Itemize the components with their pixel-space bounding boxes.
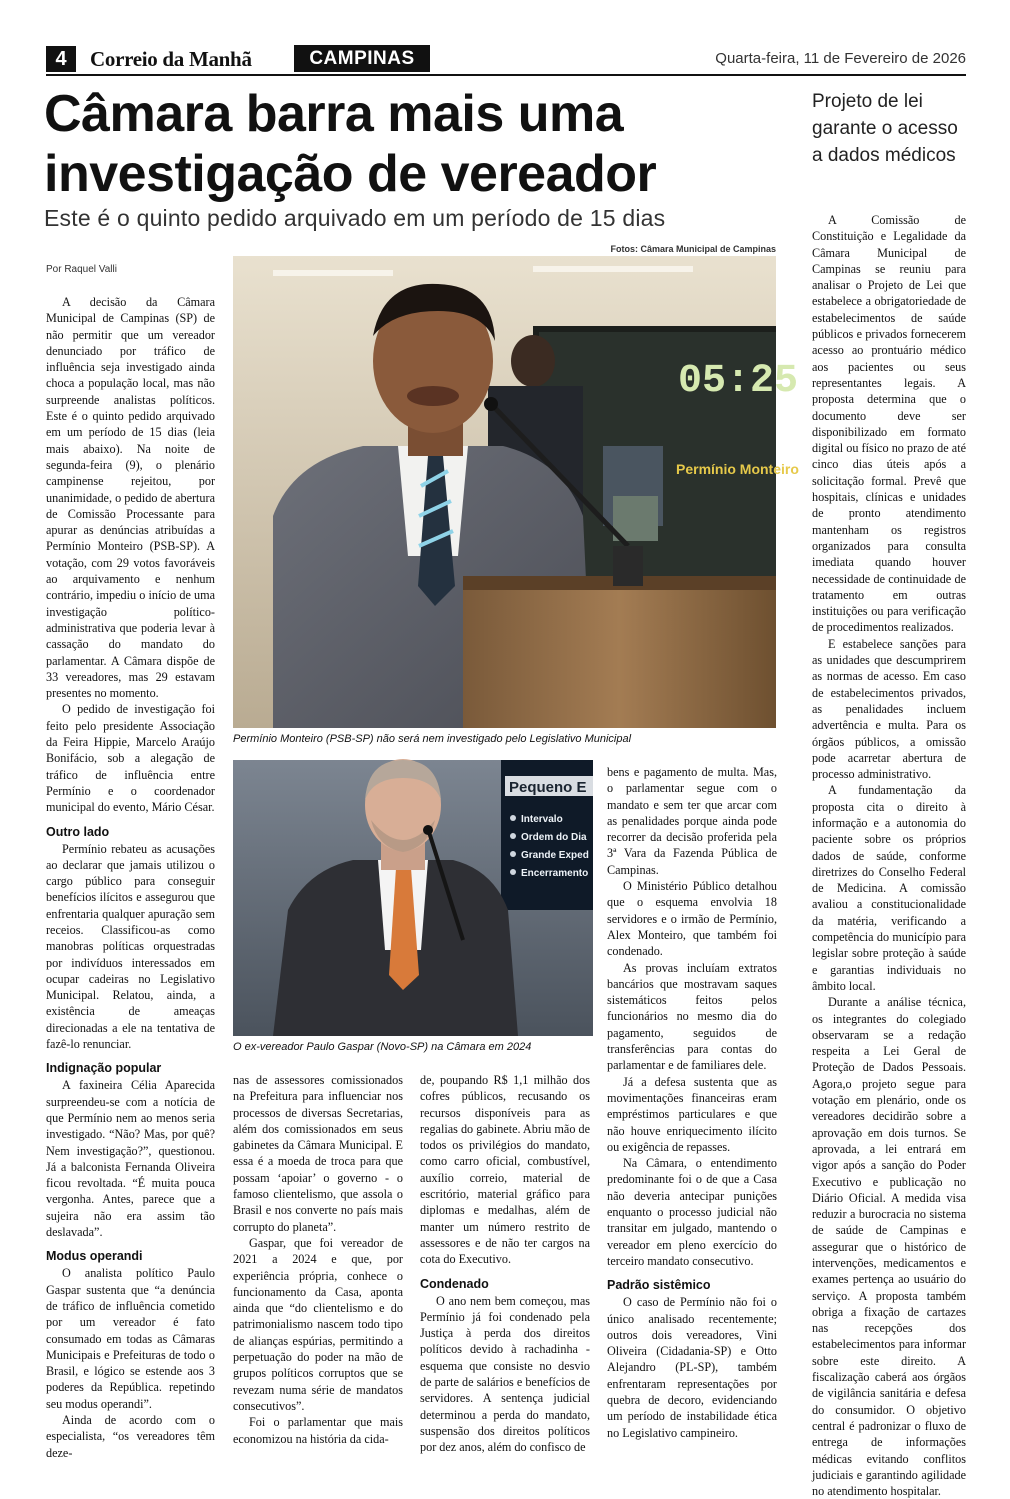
col1-paragraph-5: O analista político Paulo Gaspar sustenta que “a denúncia de tráfico de influência cometido por um vereador é fato consumado em todas as Câmaras Municipais e Prefeituras de todo o Brasil, e lógico se estende aos 3 poderes da República. repetindo seu modus operandi”.	[46, 1266, 215, 1411]
sidebar-paragraph-2: E estabelece sanções para as unidades que descumprirem as normas de acesso. Em caso de estabelecimentos privados, as penalidades incluem advertência e multa. Para os órgãos públicos, a omissão pode acarretar abertura de processo administrativo.	[812, 636, 966, 782]
subheading-outro-lado: Outro lado	[46, 824, 110, 839]
col1-paragraph-2: O pedido de investigação foi feito pelo presidente Associação da Feira Hippie, Marcelo Araújo Bonifácio, sob a alegação de tráfico de influência entre Permínio e o coordenador municipal do evento, Mário César.	[46, 702, 215, 815]
subheadline: Este é o quinto pedido arquivado em um período de 15 dias	[44, 205, 666, 231]
col3-paragraph-2: O ano nem bem começou, mas Permínio já foi condenado pela Justiça à perda dos direitos políticos devido à rachadinha - esquema que consiste no desvio de parte de salários e benefícios de servidores. A sentença judicial determinou a perda do mandato, suspensão dos direitos políticos por dez anos, além do confisco de	[420, 1293, 590, 1455]
section-label: CAMPINAS	[294, 45, 430, 72]
photo-paulo-gaspar	[233, 760, 593, 1036]
agenda-item-2: Intervalo	[521, 814, 563, 825]
col3-paragraph-1: de, poupando R$ 1,1 milhão dos cofres públicos, recusando os recursos disponíveis para as regalias do gabinete. Abriu mão de todos os privilégios do mandato, como carro oficial, combustível, auxílio correio, material de escritório, material gráfico para diplomas e medalhas, além de manter um número restrito de assessores e de não ter cargos na cota do Executivo.	[420, 1073, 590, 1267]
newspaper-name: Correio da Manhã	[90, 47, 252, 71]
col4-paragraph-2: O Ministério Público detalhou que o esquema envolvia 18 servidores e o irmão de Permínio, Alex Monteiro, que também foi condenado.	[607, 879, 777, 959]
col1-paragraph-1: A decisão da Câmara Municipal de Campinas (SP) de não permitir que um vereador denunciado por tráfico de influência seja investigado ainda choca a população local, mas não surpreende analistas políticos. Este é o quinto pedido arquivado em um período de 15 dias (leia mais abaixo). Na noite de segunda-feira (9), o plenário campinense rejeitou, por unanimidade, o pedido de abertura de Comissão Processante para apurar as denúncias atribuídas a Permínio Monteiro (PSB-SP). A votação, com 29 votos favoráveis ao arquivamento e nenhum contrário, impediu o início de uma investigação político-administrativa que poderia levar à cassação do mandato do parlamentar. A Câmara dispõe de 33 vereadores, mas 29 estavam presentes no momento.	[46, 295, 215, 701]
agenda-item-3: Ordem do Dia	[521, 832, 587, 843]
screen-name: Permínio Monteiro	[676, 461, 799, 477]
article-column-1	[46, 294, 215, 1461]
sidebar-paragraph-3: A fundamentação da proposta cita o direito à informação e a autonomia do paciente sobre os próprios dados de saúde, conforme diretrizes do Conselho Federal de Medicina. A comissão avaliou a constitucionalidade da matéria, verificando a competência do município para legislar sobre proteção à saúde e garantias individuais no âmbito local.	[812, 783, 966, 993]
col4-paragraph-4: Já a defesa sustenta que as movimentações financeiras eram empréstimos particulares e que não houve enriquecimento ilícito ou exigência de repasses.	[607, 1074, 777, 1154]
col2-paragraph-2: Gaspar, que foi vereador de 2021 a 2024 e que, por experiência própria, conhece o funcionamento da Casa, aponta ainda que “do clientelismo e do patrimonialismo nascem todo tipo de alianças espúrias, permitindo a perpetuação do poder na mão de grupos políticos corruptos que se revezam numa série de mandatos consecutivos”.	[233, 1235, 403, 1413]
screen-clock: 05:25	[678, 359, 799, 404]
col4-paragraph-5: Na Câmara, o entendimento predominante foi o de que a Casa não deveria antecipar punições enquanto o processo judicial não transitar em julgado, mantendo o vereador em pleno exercício do terceiro mandato consecutivo.	[607, 1156, 777, 1268]
article-column-2	[233, 1072, 403, 1447]
photo2-caption: O ex-vereador Paulo Gaspar (Novo-SP) na Câmara em 2024	[233, 1041, 532, 1053]
photo1-caption: Permínio Monteiro (PSB-SP) não será nem investigado pelo Legislativo Municipal	[233, 733, 632, 745]
subheading-padrao-sistemico: Padrão sistêmico	[607, 1278, 711, 1293]
col1-paragraph-6: Ainda de acordo com o especialista, “os vereadores têm deze-	[46, 1413, 215, 1460]
subheading-indignacao-popular: Indignação popular	[46, 1061, 162, 1076]
subheading-modus-operandi: Modus operandi	[46, 1249, 143, 1264]
sidebar-column	[812, 212, 966, 1499]
byline: Por Raquel Valli	[46, 264, 117, 275]
article-column-4	[607, 764, 777, 1441]
col2-paragraph-1: nas de assessores comissionados na Prefeitura para influenciar nos processos de diversas Secretarias, além dos comissionados em seus gabinetes da Câmara Municipal. E essa é a moeda de troca para que possam ‘apoiar’ o governo - o famoso clientelismo, que assola o Brasil e nos converte no país mais corrupto do planeta”.	[233, 1073, 403, 1234]
col1-paragraph-4: A faxineira Célia Aparecida surpreendeu-se com a notícia de que Permínio nem ao menos seria investigado. “Não? Mas, por quê? Nem investigação?”, questionou. Já a balconista Fernanda Oliveira ficou revoltada. “É muita pouca vergonha. Antes, parece que a sujeira não era assim tão deslavada”.	[46, 1078, 215, 1240]
agenda-item-4: Grande Exped	[521, 850, 589, 861]
photo-credit: Fotos: Câmara Municipal de Campinas	[610, 244, 776, 254]
article-column-3	[420, 1072, 590, 1456]
header-rule	[46, 74, 966, 76]
agenda-item-1: Pequeno E	[509, 779, 587, 796]
issue-date: Quarta-feira, 11 de Fevereiro de 2026	[715, 50, 966, 67]
page-number: 4	[46, 46, 76, 72]
headline: Câmara barra mais uma investigação de vereador	[44, 85, 657, 203]
col4-paragraph-6: O caso de Permínio não foi o único analisado recentemente; outros dois vereadores, Vini Oliveira (Cidadania-SP) e Otto Alejandro (PL-SP), também enfrentaram representações por quebra de decoro, evidenciando um período de instabilidade ética no Legislativo campineiro.	[607, 1295, 777, 1440]
sidebar-title: Projeto de lei garante o acesso a dados médicos	[812, 91, 958, 166]
subheading-condenado: Condenado	[420, 1276, 489, 1291]
col4-paragraph-3: As provas incluíam extratos bancários que mostravam saques sistemáticos feitos pelos funcionários no mesmo dia do pagamento, seguidos de transferências para contas do parlamentar e de familiares dele.	[607, 960, 777, 1073]
col1-paragraph-3: Permínio rebateu as acusações ao declarar que jamais utilizou o cargo público para conseguir benefícios ilícitos e assegurou que enfrentaria qualquer apuração sem receios. Classificou-as como manobras políticas orquestradas por indivíduos interessados em ocupar cadeiras no Legislativo Municipal. Relatou, ainda, a existência de ameaças direcionadas a ele na tentativa de fazê-lo renunciar.	[46, 841, 215, 1052]
sidebar-paragraph-4: Durante a análise técnica, os integrantes do colegiado observaram se a redação respeita a Lei Geral de Proteção de Dados Pessoais. Agora,o projeto segue para votação em plenário, onde os vereadores decidirão sobre a aprovação em dois turnos. Se aprovada, a lei entrará em vigor após a sanção do Poder Executivo e publicação no Diário Oficial. A medida visa reduzir a burocracia no sistema de saúde de Campinas e assegurar que o histórico de intervenções, medicamentos e exames pertença ao usuário do serviço. A proposta também obriga a fixação de cartazes nas recepções dos estabelecimentos para informar sobre este direito. A fiscalização caberá aos órgãos de vigilância sanitária e defesa do consumidor. O objetivo central é padronizar o fluxo de entrega de informações médicas evitando conflitos judiciais e garantindo agilidade no atendimento hospitalar.	[812, 995, 966, 1499]
agenda-item-5: Encerramento	[521, 868, 589, 879]
sidebar-paragraph-1: A Comissão de Constituição e Legalidade da Câmara Municipal de Campinas se reuniu para analisar o Projeto de Lei que estabelece a obrigatoriedade de estabelecimentos de saúde públicos e privados fornecerem acesso ao prontuário médico aos pacientes ou seus representantes legais. A proposta determina que o documento deve ser disponibilizado em formato digital ou físico no prazo de até cinco dias úteis após a solicitação formal. Prevê que hospitais, clínicas e unidades de pronto atendimento mantenham os registros organizados para consulta imediata quando houver necessidade de continuidade de tratamento em outras instituições ou para verificação de procedimentos realizados.	[812, 213, 966, 635]
col4-paragraph-1: bens e pagamento de multa. Mas, o parlamentar segue com o mandato e sem ter que arcar com as penalidades porque ainda pode recorrer da decisão proferida pela 3ª Vara da Fazenda Pública de Campinas.	[607, 765, 777, 877]
photo-perminio-monteiro	[233, 256, 799, 728]
col2-paragraph-3: Foi o parlamentar que mais economizou na história da cida-	[233, 1415, 403, 1446]
